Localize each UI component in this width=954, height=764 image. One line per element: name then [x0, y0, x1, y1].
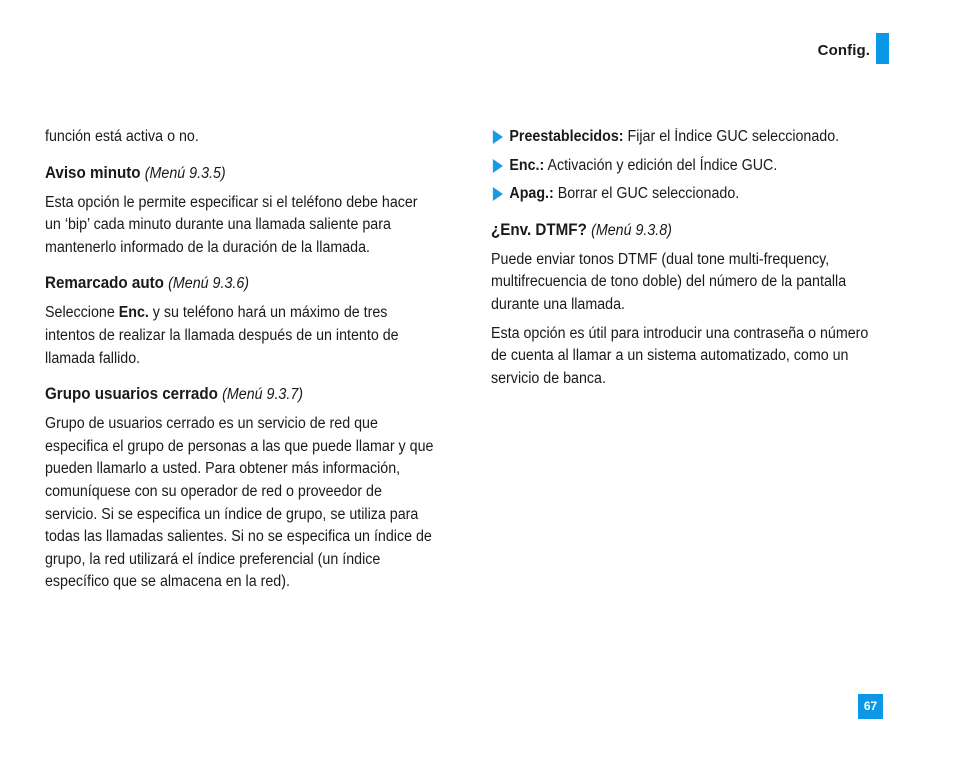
heading-aviso-minuto	[45, 162, 436, 185]
remarcado-text-post: y su teléfono hará un máximo de tres intentos de realizar la llamada después de un intento de llamada fallido.	[45, 304, 399, 367]
option-text: Activación y edición del Índice GUC.	[544, 156, 778, 174]
option-text: Fijar el Índice GUC seleccionado.	[623, 128, 840, 145]
page-number: 67	[858, 694, 883, 719]
dtmf-description-1: Puede enviar tonos DTMF (dual tone multi-frequency, multifrecuencia de tono doble) del número de la pantalla durante una llamada.	[491, 250, 847, 313]
menu-ref-dtmf: (Menú 9.3.8)	[591, 221, 672, 239]
triangle-right-icon	[493, 187, 503, 201]
section-title: Config.	[817, 42, 870, 59]
menu-ref-grupo: (Menú 9.3.7)	[222, 386, 304, 404]
heading-remarcado-title: Remarcado auto	[45, 274, 164, 293]
dtmf-description-2: Esta opción es útil para introducir una contraseña o número de cuenta al llamar a un sistema automatizado, como un servicio de banca.	[491, 324, 869, 387]
heading-dtmf-title: ¿Env. DTMF?	[491, 220, 587, 239]
triangle-right-icon	[493, 130, 503, 144]
section-tab-marker	[876, 33, 889, 64]
heading-env-dtmf	[491, 219, 882, 242]
remarcado-text-pre: Seleccione	[45, 304, 119, 322]
remarcado-description	[45, 302, 436, 370]
heading-remarcado-auto	[45, 272, 436, 295]
option-label: Enc.:	[509, 156, 545, 174]
option-label: Preestablecidos:	[509, 128, 624, 145]
heading-grupo-title: Grupo usuarios cerrado	[45, 385, 218, 404]
list-item	[491, 155, 882, 178]
menu-ref-remarcado: (Menú 9.3.6)	[168, 275, 250, 293]
right-column	[491, 126, 882, 390]
menu-ref-aviso: (Menú 9.3.5)	[144, 164, 226, 182]
grupo-description: Grupo de usuarios cerrado es un servicio de red que especifica el grupo de personas a las que puede llamar y que pueden llamarlo a usted. Para obtener más información, comuníquese con su operador de red o proveedor de servicio. Si se especifica un índice de grupo, se utiliza para todas las llamadas salientes. Si no se especifica un índice de grupo, la red utilizará el índice preferencial (un índice específico que se almacena en la red).	[45, 415, 434, 591]
heading-aviso-title: Aviso minuto	[45, 163, 141, 182]
guc-options-list	[491, 126, 882, 206]
option-text: Borrar el GUC seleccionado.	[553, 185, 740, 203]
aviso-description: Esta opción le permite especificar si el teléfono debe hacer un ‘bip’ cada minuto durante una llamada saliente para mantenerlo informado de la duración de la llamada.	[45, 193, 418, 256]
option-label: Apag.:	[509, 185, 554, 203]
intro-text: función está activa o no.	[45, 128, 199, 145]
list-item	[491, 183, 882, 206]
left-column	[45, 126, 436, 594]
remarcado-text-bold: Enc.	[118, 304, 149, 322]
heading-grupo-usuarios	[45, 383, 436, 406]
list-item	[491, 126, 882, 149]
triangle-right-icon	[493, 159, 503, 173]
